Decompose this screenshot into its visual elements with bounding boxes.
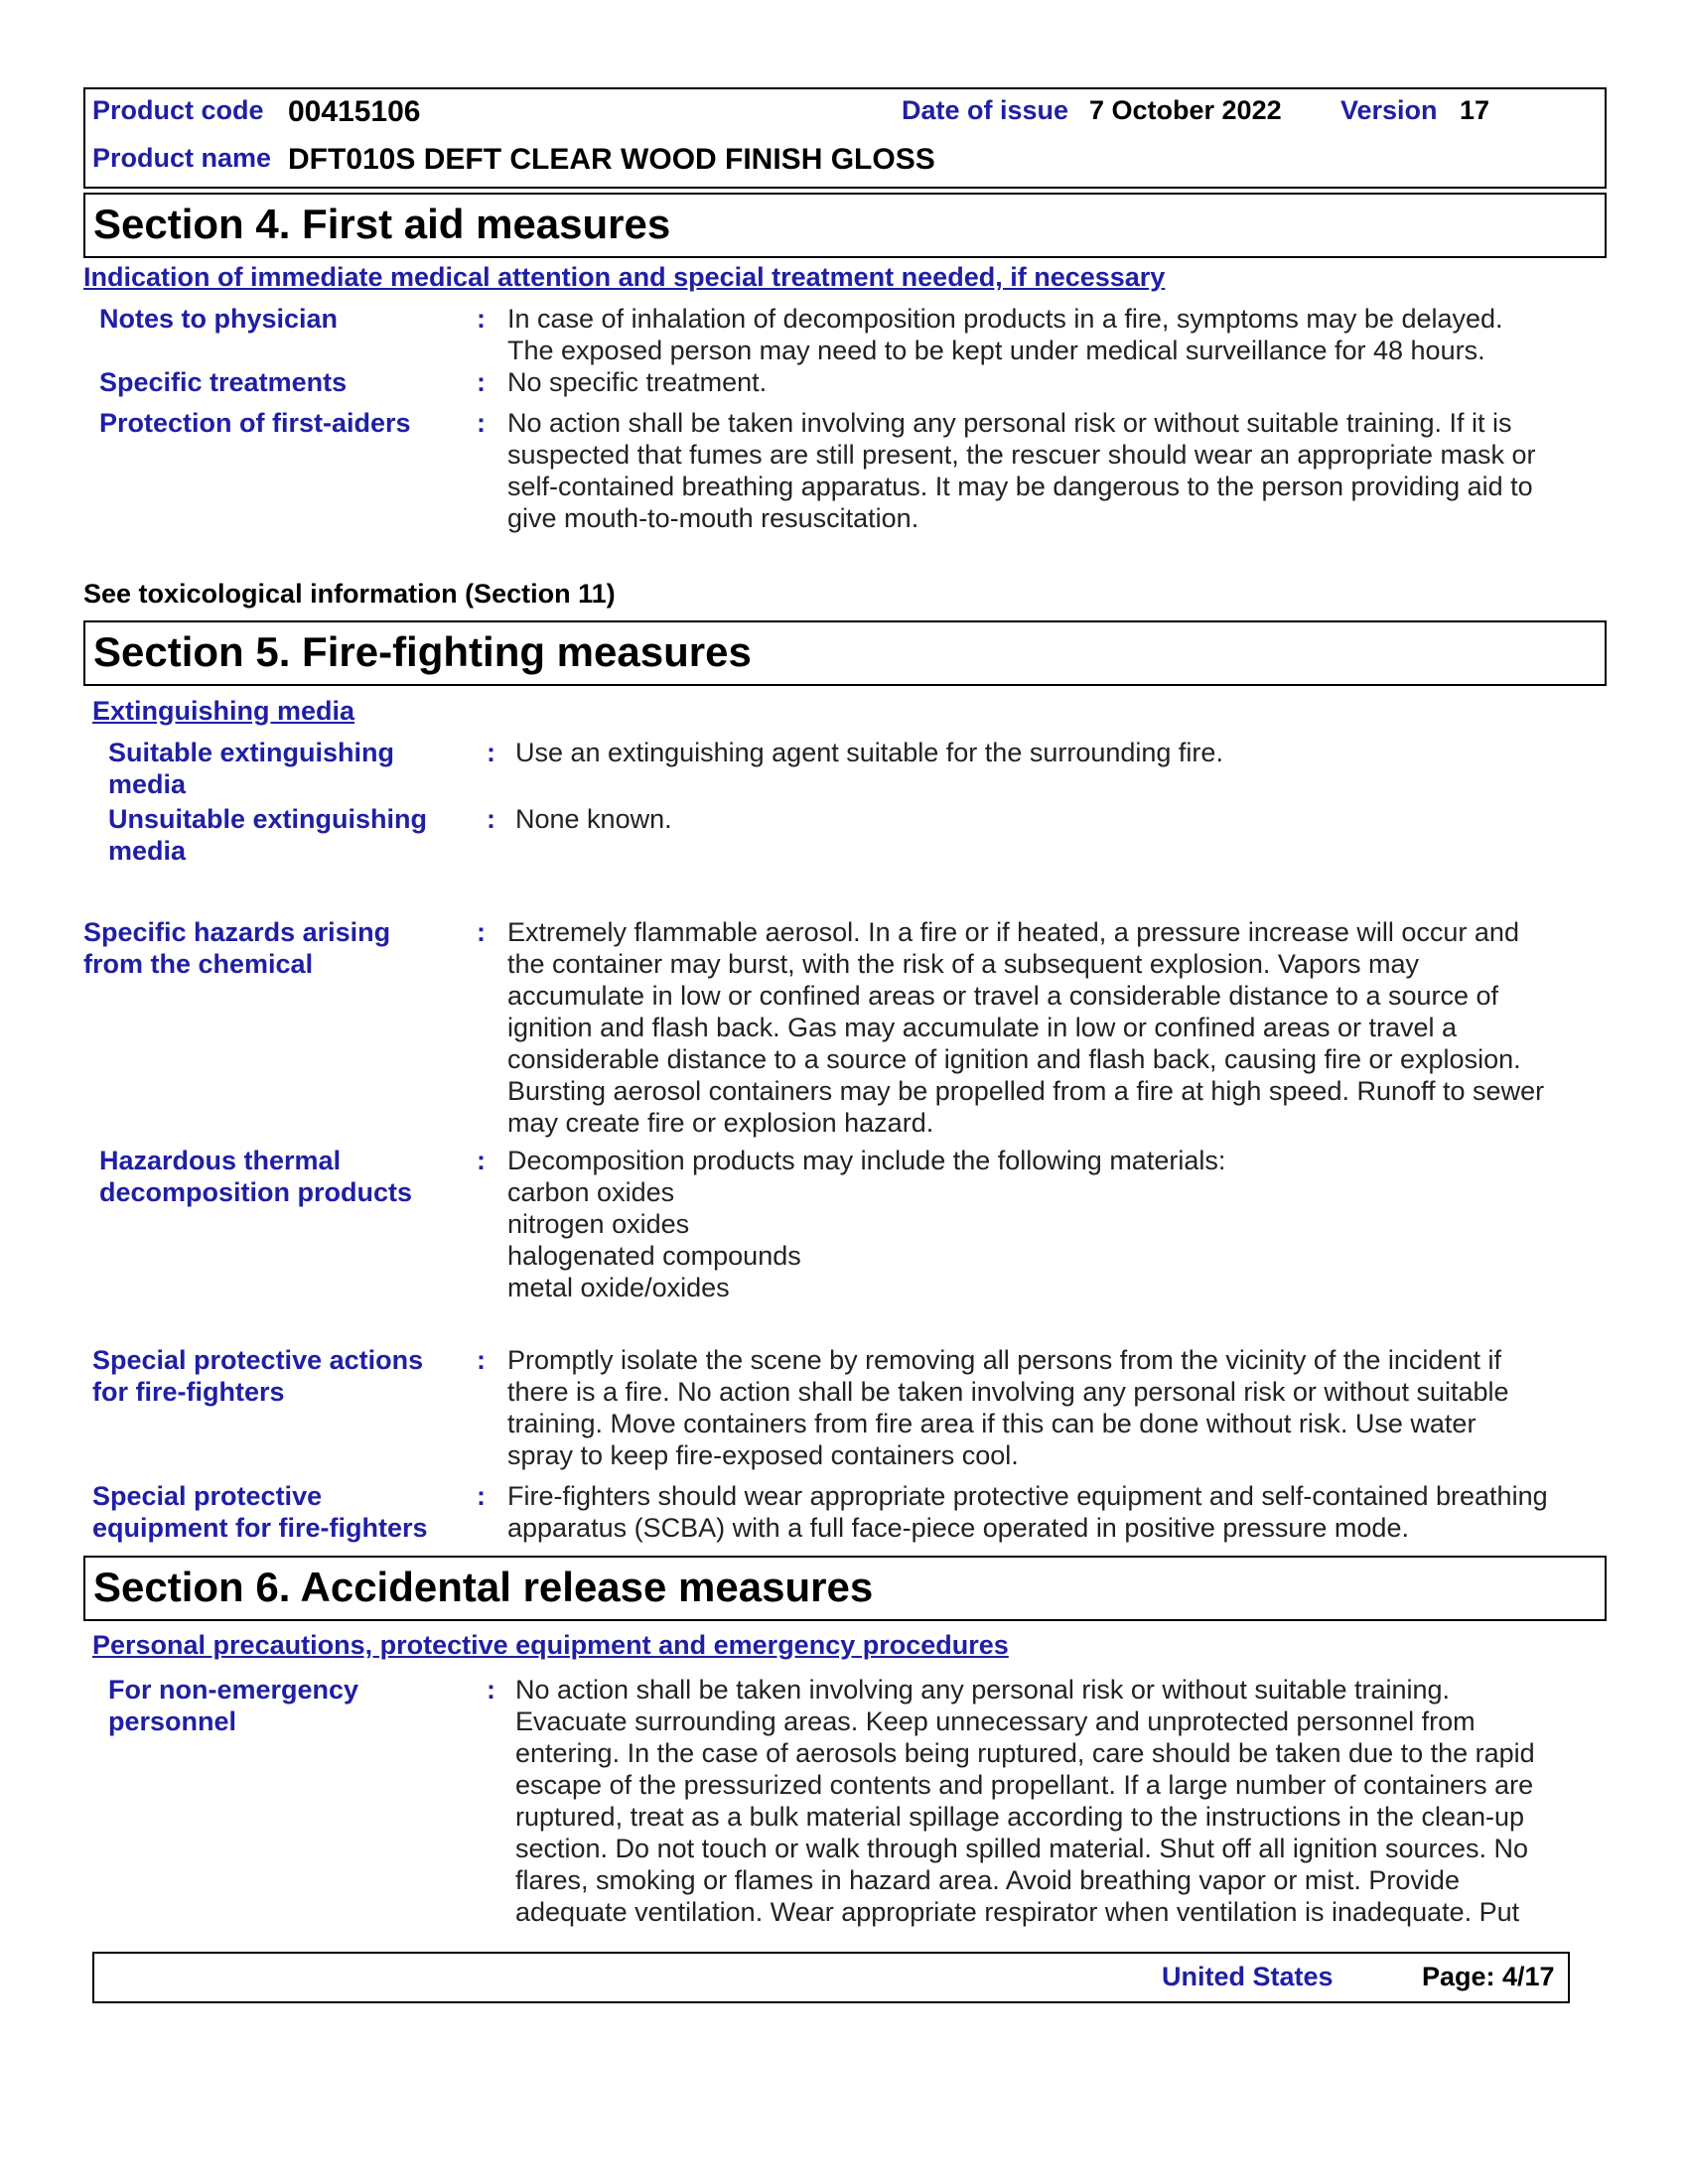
see-toxicological-note: See toxicological information (Section 11): [83, 579, 616, 609]
non-emergency-personnel-label: [108, 1674, 358, 1737]
section-4-subheading: Indication of immediate medical attention and special treatment needed, if necessary: [83, 262, 1166, 292]
specific-hazards-label: [83, 916, 390, 980]
colon: :: [487, 1675, 495, 1705]
colon: :: [477, 408, 486, 438]
label-line: For non-emergency: [108, 1675, 359, 1705]
thermal-decomposition-value: [507, 1145, 1225, 1303]
text-line: ruptured, treat as a bulk material spillage according to the instructions in the clean-up: [515, 1802, 1525, 1832]
section-5-title-box: [83, 620, 1607, 686]
text-line: flares, smoking or flames in hazard area. Avoid breathing vapor or mist. Provide: [515, 1865, 1460, 1895]
label-line: from the chemical: [83, 949, 314, 979]
text-line: accumulate in low or confined areas or travel a considerable distance to a source of: [507, 981, 1499, 1011]
version-label: Version: [1340, 95, 1438, 125]
label-line: Special protective actions: [92, 1345, 424, 1375]
text-line: In case of inhalation of decomposition products in a fire, symptoms may be delayed.: [507, 304, 1503, 334]
text-line: halogenated compounds: [507, 1241, 801, 1271]
suitable-media-value: Use an extinguishing agent suitable for the surrounding fire.: [515, 738, 1223, 767]
colon: :: [487, 738, 495, 767]
label-line: Special protective: [92, 1481, 323, 1511]
colon: :: [477, 917, 486, 947]
text-line: spray to keep fire-exposed containers cool.: [507, 1440, 1019, 1470]
text-line: No action shall be taken involving any personal risk or without suitable training. If it is: [507, 408, 1512, 438]
unsuitable-media-label: [108, 803, 427, 867]
label-line: Suitable extinguishing: [108, 738, 395, 767]
specific-hazards-value: [507, 916, 1544, 1139]
label-line: Specific hazards arising: [83, 917, 391, 947]
colon: :: [487, 804, 495, 834]
label-line: media: [108, 769, 187, 799]
label-line: personnel: [108, 1706, 237, 1736]
text-line: ignition and flash back. Gas may accumulate in low or confined areas or travel a: [507, 1013, 1457, 1042]
product-name-label: Product name: [92, 143, 272, 173]
special-protective-actions-value: [507, 1344, 1509, 1471]
label-line: equipment for fire-fighters: [92, 1513, 428, 1543]
text-line: considerable distance to a source of ignition and flash back, causing fire or explosion.: [507, 1044, 1521, 1074]
text-line: section. Do not touch or walk through spilled material. Shut off all ignition sources. No: [515, 1834, 1529, 1863]
text-line: Evacuate surrounding areas. Keep unnecessary and unprotected personnel from: [515, 1706, 1476, 1736]
text-line: carbon oxides: [507, 1177, 675, 1207]
section-4-title: Section 4. First aid measures: [93, 201, 671, 247]
text-line: Fire-fighters should wear appropriate protective equipment and self-contained breathing: [507, 1481, 1548, 1511]
footer-country: United States: [1162, 1962, 1334, 1991]
label-line: for fire-fighters: [92, 1377, 285, 1407]
colon: :: [477, 1146, 486, 1175]
product-code-label: Product code: [92, 95, 264, 125]
section-6-title: Section 6. Accidental release measures: [93, 1564, 874, 1610]
specific-treatments-value: No specific treatment.: [507, 367, 768, 397]
text-line: suspected that fumes are still present, the rescuer should wear an appropriate mask or: [507, 440, 1536, 470]
section-6-title-box: [83, 1556, 1607, 1621]
colon: :: [477, 1345, 486, 1375]
notes-to-physician-label: Notes to physician: [99, 304, 339, 334]
label-line: Hazardous thermal: [99, 1146, 342, 1175]
text-line: nitrogen oxides: [507, 1209, 690, 1239]
date-of-issue-value: 7 October 2022: [1089, 95, 1282, 125]
footer-box: [92, 1952, 1570, 2003]
label-line: Unsuitable extinguishing: [108, 804, 428, 834]
text-line: adequate ventilation. Wear appropriate respirator when ventilation is inadequate. Put: [515, 1897, 1520, 1927]
text-line: entering. In the case of aerosols being ruptured, care should be taken due to the rapid: [515, 1738, 1535, 1768]
label-line: decomposition products: [99, 1177, 413, 1207]
section-5-title: Section 5. Fire-fighting measures: [93, 628, 752, 675]
colon: :: [477, 1481, 486, 1511]
text-line: escape of the pressurized contents and propellant. If a large number of containers are: [515, 1770, 1534, 1800]
text-line: Decomposition products may include the following materials:: [507, 1146, 1226, 1175]
text-line: the container may burst, with the risk of a subsequent explosion. Vapors may: [507, 949, 1419, 979]
text-line: No action shall be taken involving any personal risk or without suitable training.: [515, 1675, 1451, 1705]
special-protective-equipment-value: [507, 1480, 1548, 1544]
notes-to-physician-value: [507, 303, 1503, 366]
protection-of-first-aiders-label: Protection of first-aiders: [99, 408, 411, 438]
text-line: The exposed person may need to be kept under medical surveillance for 48 hours.: [507, 336, 1485, 365]
section-6-subheading: Personal precautions, protective equipment and emergency procedures: [92, 1630, 1009, 1660]
text-line: training. Move containers from fire area if this can be done without risk. Use water: [507, 1409, 1477, 1438]
text-line: Promptly isolate the scene by removing all persons from the vicinity of the incident if: [507, 1345, 1501, 1375]
colon: :: [477, 304, 486, 334]
special-protective-actions-label: [92, 1344, 423, 1408]
label-line: media: [108, 836, 187, 866]
colon: :: [477, 367, 486, 397]
text-line: may create fire or explosion hazard.: [507, 1108, 934, 1138]
unsuitable-media-value: None known.: [515, 804, 672, 834]
special-protective-equipment-label: [92, 1480, 428, 1544]
protection-of-first-aiders-value: [507, 407, 1536, 534]
text-line: self-contained breathing apparatus. It may be dangerous to the person providing aid to: [507, 472, 1533, 501]
footer-page-number: Page: 4/17: [1422, 1962, 1555, 1991]
version-value: 17: [1460, 95, 1490, 125]
text-line: Extremely flammable aerosol. In a fire or if heated, a pressure increase will occur and: [507, 917, 1519, 947]
text-line: give mouth-to-mouth resuscitation.: [507, 503, 919, 533]
non-emergency-personnel-value: [515, 1674, 1535, 1928]
product-code-value: 00415106: [288, 95, 421, 128]
product-name-value: DFT010S DEFT CLEAR WOOD FINISH GLOSS: [288, 143, 935, 176]
date-of-issue-label: Date of issue: [902, 95, 1069, 125]
thermal-decomposition-label: [99, 1145, 412, 1208]
text-line: metal oxide/oxides: [507, 1273, 730, 1302]
text-line: there is a fire. No action shall be taken involving any personal risk or without suitable: [507, 1377, 1509, 1407]
section-4-title-box: [83, 193, 1607, 258]
specific-treatments-label: Specific treatments: [99, 367, 348, 397]
suitable-media-label: [108, 737, 394, 800]
text-line: apparatus (SCBA) with a full face-piece operated in positive pressure mode.: [507, 1513, 1409, 1543]
text-line: Bursting aerosol containers may be propelled from a fire at high speed. Runoff to sewer: [507, 1076, 1545, 1106]
section-5-subheading: Extinguishing media: [92, 696, 355, 726]
